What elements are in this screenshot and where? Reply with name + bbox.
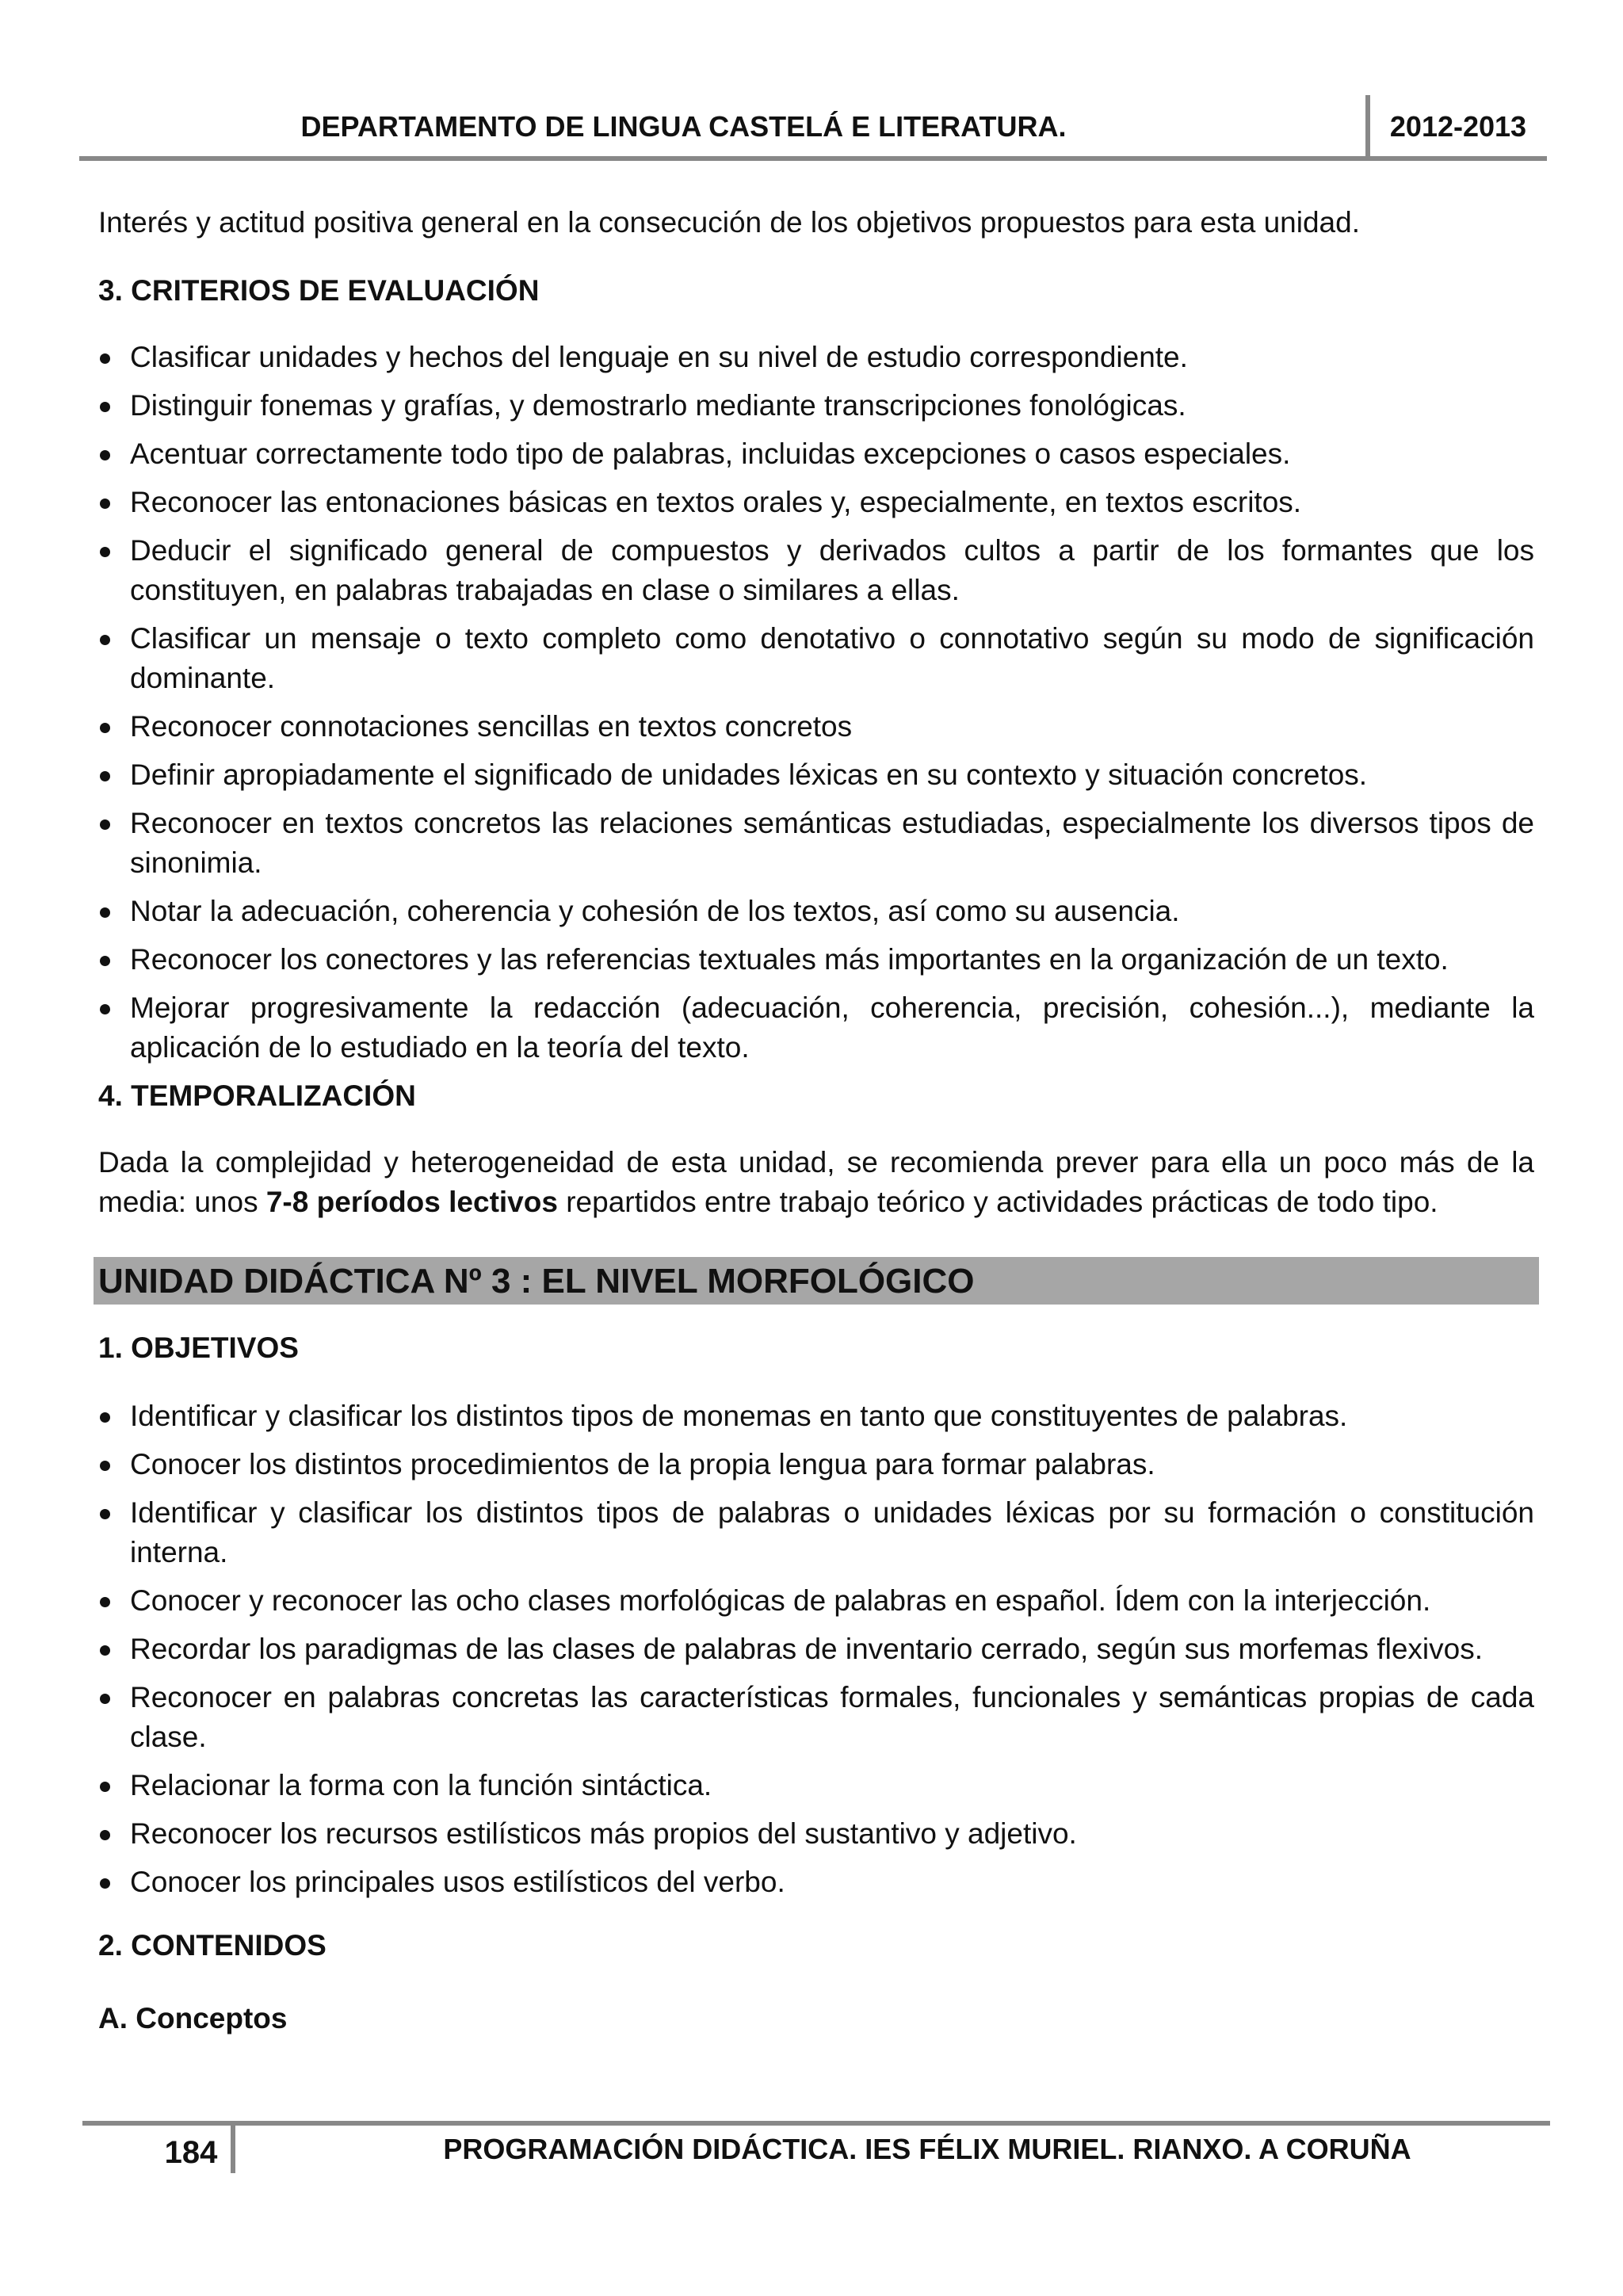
list-item [98, 1629, 1534, 1669]
temporalizacion-text-before: Dada la complejidad y heterogeneidad de esta unidad, se recomienda prever para ella un poco más de la media: unos [98, 1146, 1534, 1218]
list-item-text: Identificar y clasificar los distintos tipos de monemas en tanto que constituyentes de palabras. [130, 1400, 1348, 1432]
bullet-icon [100, 1509, 110, 1519]
list-item [98, 1766, 1534, 1805]
bullet-icon [100, 819, 110, 830]
list-item-text: Reconocer las entonaciones básicas en textos orales y, especialmente, en textos escritos. [130, 486, 1302, 518]
page-content [98, 203, 1534, 2038]
list-item [98, 940, 1534, 980]
footer-text: PROGRAMACIÓN DIDÁCTICA. IES FÉLIX MURIEL. RIANXO. A CORUÑA [443, 2133, 1411, 2165]
list-item [98, 804, 1534, 883]
bullet-icon [100, 1004, 110, 1014]
list-item [98, 892, 1534, 931]
bullet-icon [100, 1461, 110, 1471]
list-item-text: Reconocer los recursos estilísticos más propios del sustantivo y adjetivo. [130, 1817, 1077, 1850]
temporalizacion-text-after: repartidos entre trabajo teórico y actividades prácticas de todo tipo. [557, 1186, 1438, 1218]
list-item-text: Definir apropiadamente el significado de unidades léxicas en su contexto y situación concretos. [130, 758, 1368, 791]
objetivos-list [98, 1396, 1534, 1902]
bullet-icon [100, 450, 110, 460]
temporalizacion-paragraph [98, 1143, 1534, 1222]
page-number: 184 [164, 2135, 218, 2170]
criterios-list [98, 338, 1534, 1068]
list-item [98, 1862, 1534, 1902]
list-item-text: Conocer los principales usos estilísticos del verbo. [130, 1866, 785, 1898]
list-item [98, 386, 1534, 426]
list-item-text: Distinguir fonemas y grafías, y demostrarlo mediante transcripciones fonológicas. [130, 389, 1186, 422]
list-item [98, 1581, 1534, 1621]
list-item-text: Conocer y reconocer las ocho clases morfológicas de palabras en español. Ídem con la interjección. [130, 1584, 1431, 1617]
list-item-text: Reconocer en textos concretos las relaciones semánticas estudiadas, especialmente los diversos tipos de sinonimia. [130, 807, 1534, 879]
bullet-icon [100, 771, 110, 781]
list-item [98, 483, 1534, 522]
conceptos-subheading: A. Conceptos [98, 2002, 288, 2034]
list-item [98, 531, 1534, 610]
footer-divider [231, 2126, 235, 2173]
list-item-text: Clasificar unidades y hechos del lenguaje en su nivel de estudio correspondiente. [130, 341, 1188, 373]
bullet-icon [100, 1694, 110, 1704]
list-item [98, 707, 1534, 747]
list-item-text: Conocer los distintos procedimientos de la propia lengua para formar palabras. [130, 1448, 1155, 1480]
list-item-text: Mejorar progresivamente la redacción (adecuación, coherencia, precisión, cohesión...), mediante la aplicación de lo estudiado en la teoría del texto. [130, 991, 1534, 1064]
temporalizacion-heading: 4. TEMPORALIZACIÓN [98, 1079, 416, 1112]
bullet-icon [100, 1645, 110, 1656]
bullet-icon [100, 547, 110, 557]
list-item [98, 1445, 1534, 1484]
list-item [98, 1396, 1534, 1436]
list-item [98, 338, 1534, 377]
header-title: DEPARTAMENTO DE LINGUA CASTELÁ E LITERATURA. [300, 110, 1067, 143]
bullet-icon [100, 1597, 110, 1607]
list-item-text: Acentuar correctamente todo tipo de palabras, incluidas excepciones o casos especiales. [130, 437, 1291, 470]
header-rule [79, 156, 1547, 161]
bullet-icon [100, 1412, 110, 1423]
bullet-icon [100, 1878, 110, 1889]
list-item [98, 988, 1534, 1068]
footer-rule [82, 2121, 1550, 2126]
list-item-text: Relacionar la forma con la función sintáctica. [130, 1769, 712, 1801]
list-item-text: Recordar los paradigmas de las clases de palabras de inventario cerrado, según sus morfemas flexivos. [130, 1633, 1483, 1665]
header-year: 2012-2013 [1389, 110, 1527, 143]
temporalizacion-bold-periods: 7-8 períodos lectivos [265, 1186, 558, 1218]
bullet-icon [100, 402, 110, 412]
contenidos-heading: 2. CONTENIDOS [98, 1929, 327, 1962]
bullet-icon [100, 723, 110, 733]
list-item-text: Notar la adecuación, coherencia y cohesión de los textos, así como su ausencia. [130, 895, 1180, 927]
bullet-icon [100, 1830, 110, 1840]
list-item [98, 755, 1534, 795]
list-item-text: Reconocer en palabras concretas las características formales, funcionales y semánticas propias de cada clase. [130, 1681, 1534, 1753]
list-item-text: Reconocer los conectores y las referencias textuales más importantes en la organización de un texto. [130, 943, 1449, 976]
list-item-text: Deducir el significado general de compuestos y derivados cultos a partir de los formantes que los constituyen, en palabras trabajadas en clase o similares a ellas. [130, 534, 1534, 606]
unit-title-banner: UNIDAD DIDÁCTICA Nº 3 : EL NIVEL MORFOLÓGICO [94, 1257, 1539, 1305]
list-item [98, 1493, 1534, 1572]
bullet-icon [100, 956, 110, 966]
criterios-heading: 3. CRITERIOS DE EVALUACIÓN [98, 274, 540, 307]
objetivos-heading: 1. OBJETIVOS [98, 1331, 299, 1364]
bullet-icon [100, 353, 110, 364]
list-item [98, 1678, 1534, 1757]
bullet-icon [100, 499, 110, 509]
list-item-text: Reconocer connotaciones sencillas en textos concretos [130, 710, 853, 743]
bullet-icon [100, 907, 110, 918]
list-item-text: Identificar y clasificar los distintos tipos de palabras o unidades léxicas por su formación o constitución interna. [130, 1496, 1534, 1568]
header-divider [1365, 95, 1370, 161]
list-item [98, 619, 1534, 698]
bullet-icon [100, 635, 110, 645]
intro-paragraph: Interés y actitud positiva general en la consecución de los objetivos propuestos para esta unidad. [98, 206, 1360, 239]
bullet-icon [100, 1782, 110, 1792]
list-item [98, 434, 1534, 474]
list-item-text: Clasificar un mensaje o texto completo como denotativo o connotativo según su modo de significación dominante. [130, 622, 1534, 694]
list-item [98, 1814, 1534, 1854]
